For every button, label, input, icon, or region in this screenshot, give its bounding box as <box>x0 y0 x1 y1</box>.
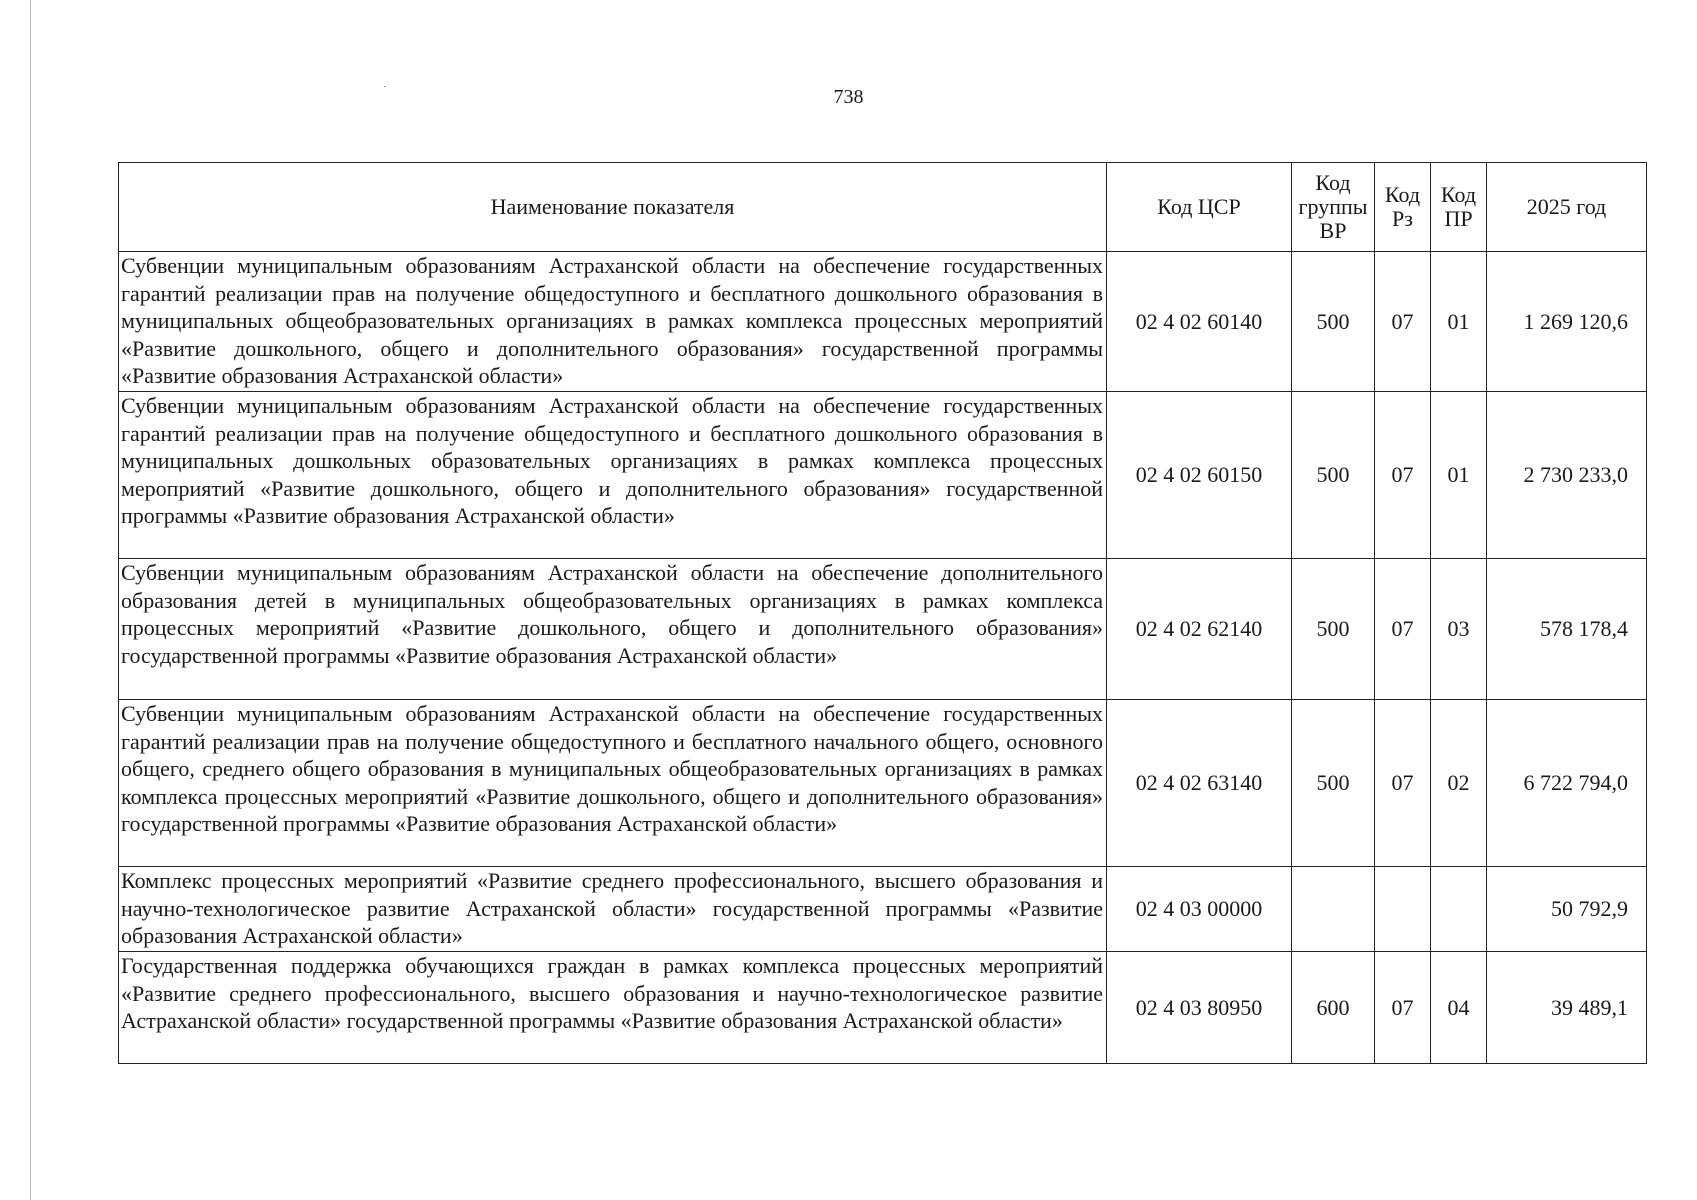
row-name: Комплекс процессных мероприятий «Развитие среднего профессионального, высшего образования и научно-технологическое развитие Астраханской области» государственной программы «Развитие образования Астраханской области» <box>119 867 1107 952</box>
row-vr: 600 <box>1292 952 1375 1064</box>
row-pr: 04 <box>1431 952 1487 1064</box>
table-row <box>119 700 1647 867</box>
budget-table <box>118 162 1647 1064</box>
header-rz: Код Рз <box>1375 163 1431 252</box>
row-amount: 39 489,1 <box>1487 952 1647 1064</box>
row-rz: 07 <box>1375 392 1431 559</box>
row-name: Государственная поддержка обучающихся граждан в рамках комплекса процессных мероприятий «Развитие среднего профессионального, высшего образования и научно-технологическое развитие Астраханской области» государственной программы «Развитие образования Астраханской области» <box>119 952 1107 1064</box>
row-amount: 1 269 120,6 <box>1487 252 1647 392</box>
row-vr: 500 <box>1292 392 1375 559</box>
row-name: Субвенции муниципальным образованиям Астраханской области на обеспечение государственных гарантий реализации прав на получение общедоступного и бесплатного дошкольного образования в муниципальных общеобразовательных организациях в рамках комплекса процессных мероприятий «Развитие дошкольного, общего и дополнительного образования» государственной программы «Развитие образования Астраханской области» <box>119 252 1107 392</box>
row-csr: 02 4 03 80950 <box>1107 952 1292 1064</box>
row-rz: 07 <box>1375 252 1431 392</box>
row-rz: 07 <box>1375 700 1431 867</box>
row-rz: 07 <box>1375 559 1431 700</box>
row-amount: 6 722 794,0 <box>1487 700 1647 867</box>
header-year: 2025 год <box>1487 163 1647 252</box>
page-number: 738 <box>833 86 864 108</box>
row-pr: 01 <box>1431 392 1487 559</box>
row-vr: 500 <box>1292 700 1375 867</box>
table-row <box>119 392 1647 559</box>
table-row <box>119 867 1647 952</box>
row-name: Субвенции муниципальным образованиям Астраханской области на обеспечение государственных гарантий реализации прав на получение общедоступного и бесплатного начального общего, основного общего, среднего общего образования в муниципальных общеобразовательных организациях в рамках комплекса процессных мероприятий «Развитие дошкольного, общего и дополнительного образования» государственной программы «Развитие образования Астраханской области» <box>119 700 1107 867</box>
row-vr: 500 <box>1292 559 1375 700</box>
scan-margin-line <box>30 0 31 1200</box>
row-pr: 02 <box>1431 700 1487 867</box>
row-csr: 02 4 02 62140 <box>1107 559 1292 700</box>
row-csr: 02 4 02 60140 <box>1107 252 1292 392</box>
row-csr: 02 4 02 60150 <box>1107 392 1292 559</box>
row-pr: 01 <box>1431 252 1487 392</box>
table-row <box>119 559 1647 700</box>
table-row <box>119 952 1647 1064</box>
row-vr: 500 <box>1292 252 1375 392</box>
row-amount: 50 792,9 <box>1487 867 1647 952</box>
row-amount: 2 730 233,0 <box>1487 392 1647 559</box>
row-pr: 03 <box>1431 559 1487 700</box>
header-name: Наименование показателя <box>119 163 1107 252</box>
table-row <box>119 252 1647 392</box>
row-name: Субвенции муниципальным образованиям Астраханской области на обеспечение дополнительного образования детей в муниципальных общеобразовательных организациях в рамках комплекса процессных мероприятий «Развитие дошкольного, общего и дополнительного образования» государственной программы «Развитие образования Астраханской области» <box>119 559 1107 700</box>
row-csr: 02 4 03 00000 <box>1107 867 1292 952</box>
row-vr <box>1292 867 1375 952</box>
row-amount: 578 178,4 <box>1487 559 1647 700</box>
row-rz <box>1375 867 1431 952</box>
row-pr <box>1431 867 1487 952</box>
header-csr: Код ЦСР <box>1107 163 1292 252</box>
table-header-row <box>119 163 1647 252</box>
header-pr: Код ПР <box>1431 163 1487 252</box>
row-name: Субвенции муниципальным образованиям Астраханской области на обеспечение государственных гарантий реализации прав на получение общедоступного и бесплатного дошкольного образования в муниципальных дошкольных образовательных организациях в рамках комплекса процессных мероприятий «Развитие дошкольного, общего и дополнительного образования» государственной программы «Развитие образования Астраханской области» <box>119 392 1107 559</box>
row-rz: 07 <box>1375 952 1431 1064</box>
row-csr: 02 4 02 63140 <box>1107 700 1292 867</box>
header-vr: Код группы ВР <box>1292 163 1375 252</box>
